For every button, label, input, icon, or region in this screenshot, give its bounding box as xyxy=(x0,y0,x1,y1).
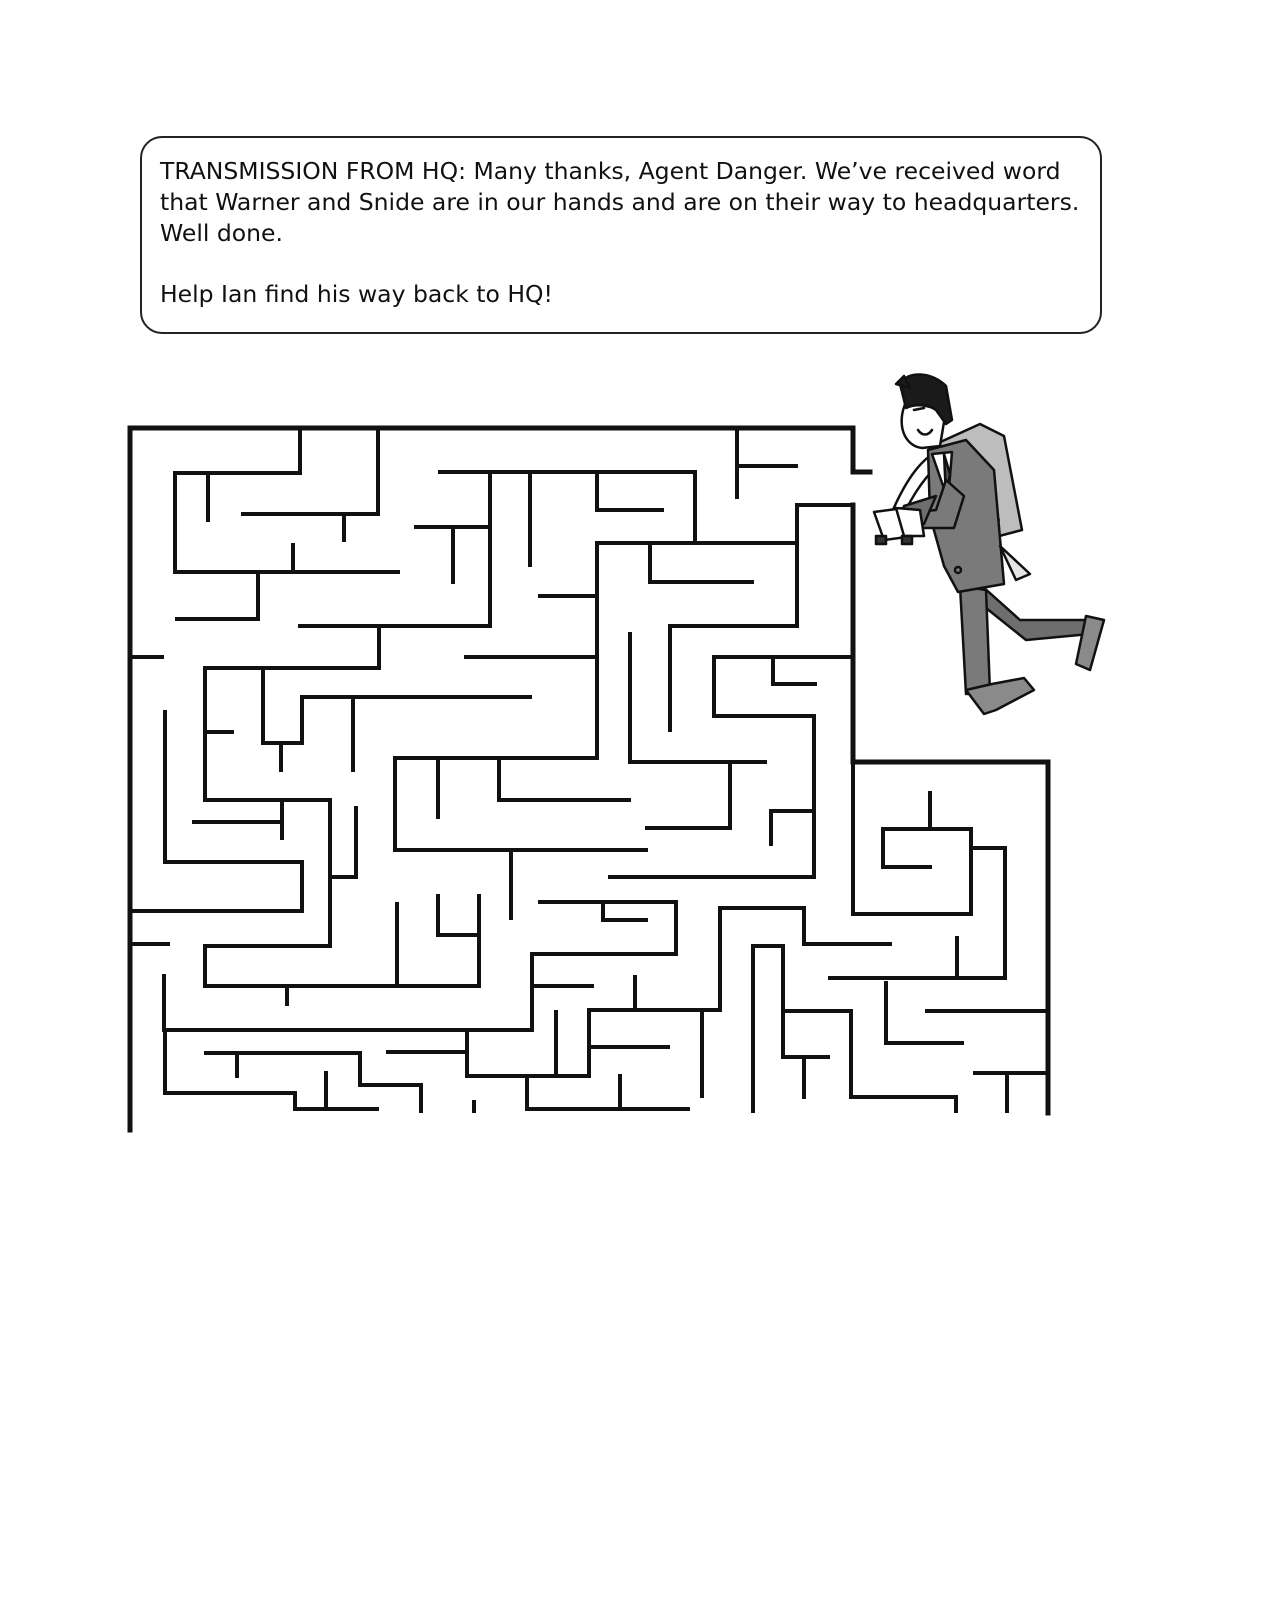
agent-head xyxy=(896,374,952,448)
agent-leg-back xyxy=(982,586,1104,670)
instruction-text: Help Ian find his way back to HQ! xyxy=(160,280,553,308)
transmission-text: TRANSMISSION FROM HQ: Many thanks, Agent Danger. We’ve received word that Warner and Snide are in our hands and are on their way to headquarters. Well done. xyxy=(160,157,1080,247)
